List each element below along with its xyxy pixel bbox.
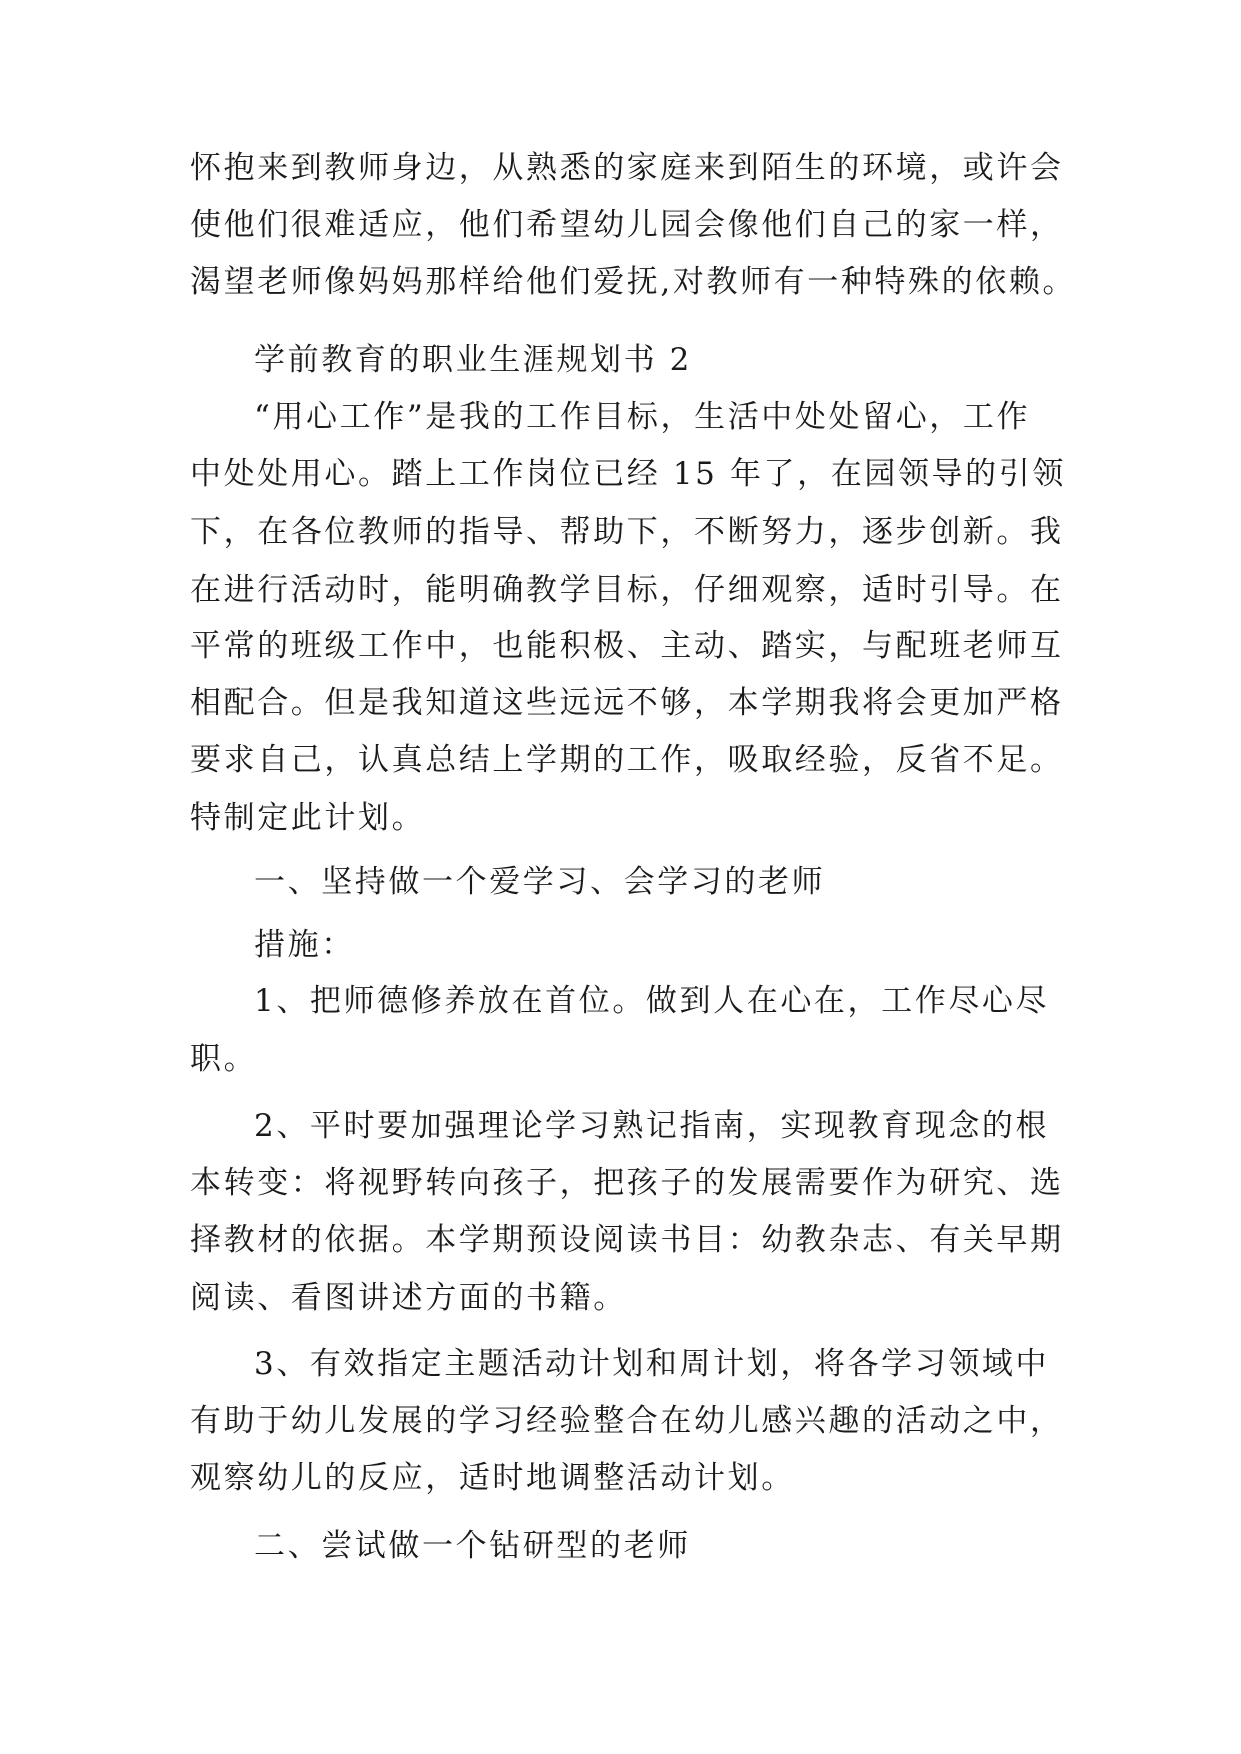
- section-heading: 一、坚持做一个爱学习、会学习的老师: [254, 864, 826, 900]
- paragraph-first-line: “用心工作”是我的工作目标，生活中处处留心，工作: [254, 399, 1031, 435]
- text-line: 下，在各位教师的指导、帮助下，不断努力，逐步创新。我: [190, 514, 1064, 550]
- text-line: 怀抱来到教师身边，从熟悉的家庭来到陌生的环境，或许会: [190, 150, 1064, 186]
- paragraph-first-line: 3、有效指定主题活动计划和周计划，将各学习领域中: [254, 1346, 1050, 1382]
- section-heading: 二、尝试做一个钻研型的老师: [254, 1528, 691, 1564]
- paragraph-first-line: 1、把师德修养放在首位。做到人在心在，工作尽心尽: [254, 983, 1050, 1019]
- text-line: 择教材的依据。本学期预设阅读书目：幼教杂志、有关早期: [190, 1222, 1064, 1258]
- text-line: 平常的班级工作中，也能积极、主动、踏实，与配班老师互: [190, 628, 1064, 664]
- subheading: 措施：: [254, 927, 355, 963]
- text-line: 在进行活动时，能明确教学目标，仔细观察，适时引导。在: [190, 572, 1064, 608]
- text-line: 要求自己，认真总结上学期的工作，吸取经验，反省不足。: [190, 742, 1064, 778]
- text-line: 有助于幼儿发展的学习经验整合在幼儿感兴趣的活动之中，: [190, 1403, 1064, 1439]
- text-line: 使他们很难适应，他们希望幼儿园会像他们自己的家一样，: [190, 207, 1064, 243]
- text-line: 中处处用心。踏上工作岗位已经 15 年了，在园领导的引领: [190, 456, 1066, 492]
- text-line: 相配合。但是我知道这些远远不够，本学期我将会更加严格: [190, 685, 1064, 721]
- text-line: 渴望老师像妈妈那样给他们爱抚,对教师有一种特殊的依赖。: [190, 264, 1077, 300]
- text-line: 观察幼儿的反应，适时地调整活动计划。: [190, 1460, 795, 1496]
- section-heading: 学前教育的职业生涯规划书 2: [254, 342, 692, 378]
- text-line: 特制定此计划。: [190, 800, 426, 836]
- text-line: 阅读、看图讲述方面的书籍。: [190, 1280, 627, 1316]
- paragraph-first-line: 2、平时要加强理论学习熟记指南，实现教育现念的根: [254, 1108, 1050, 1144]
- text-line: 本转变：将视野转向孩子，把孩子的发展需要作为研究、选: [190, 1165, 1064, 1201]
- text-line: 职。: [190, 1041, 258, 1077]
